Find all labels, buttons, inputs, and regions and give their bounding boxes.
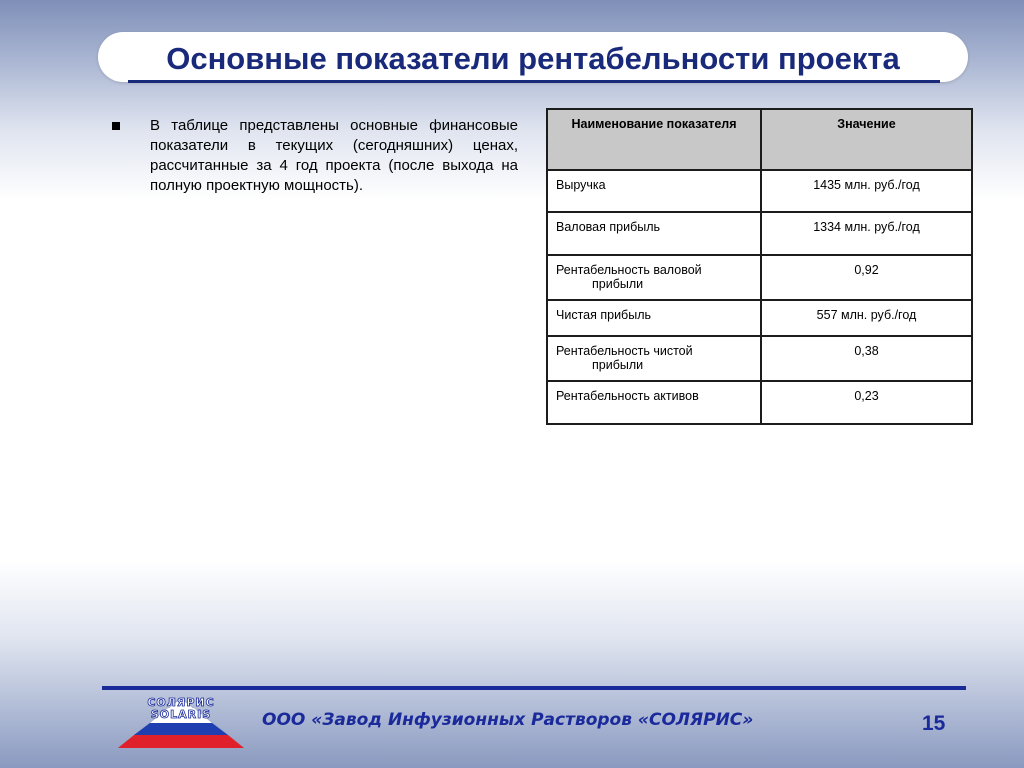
row-value: 1334 млн. руб./год bbox=[761, 212, 972, 255]
table-row bbox=[547, 255, 972, 300]
row-name-line1: Рентабельность чистой bbox=[556, 344, 693, 358]
page-number: 15 bbox=[922, 712, 946, 735]
row-value: 1435 млн. руб./год bbox=[761, 170, 972, 212]
table-row bbox=[547, 300, 972, 336]
row-name bbox=[547, 381, 761, 424]
row-value: 557 млн. руб./год bbox=[761, 300, 972, 336]
table-row bbox=[547, 212, 972, 255]
row-value: 0,23 bbox=[761, 381, 972, 424]
row-name-line1: Чистая прибыль bbox=[556, 308, 651, 322]
row-name bbox=[547, 212, 761, 255]
logo-text-top: СОЛЯРИС bbox=[147, 696, 215, 709]
footer-divider bbox=[102, 686, 966, 690]
row-name-line1: Валовая прибыль bbox=[556, 220, 661, 234]
row-name-line1: Рентабельность валовой bbox=[556, 263, 702, 277]
table-row bbox=[547, 336, 972, 381]
table-header-row bbox=[547, 109, 972, 170]
footer-company: ООО «Завод Инфузионных Растворов «СОЛЯРИС» bbox=[262, 710, 754, 730]
bullet-block bbox=[112, 116, 522, 196]
header-name: Наименование показателя bbox=[547, 109, 761, 170]
row-name bbox=[547, 336, 761, 381]
square-bullet-icon bbox=[112, 122, 120, 130]
solaris-logo-icon bbox=[116, 694, 246, 750]
header-value: Значение bbox=[761, 109, 972, 170]
row-value: 0,92 bbox=[761, 255, 972, 300]
table-row bbox=[547, 381, 972, 424]
slide-title: Основные показатели рентабельности проекта bbox=[166, 41, 900, 76]
title-bar bbox=[98, 32, 968, 82]
metrics-table bbox=[546, 108, 973, 425]
row-name bbox=[547, 300, 761, 336]
row-name bbox=[547, 170, 761, 212]
title-underline bbox=[128, 80, 940, 83]
row-name bbox=[547, 255, 761, 300]
table-row bbox=[547, 170, 972, 212]
row-name-line1: Выручка bbox=[556, 178, 606, 192]
row-name-line2: прибыли bbox=[592, 358, 644, 372]
row-name-line1: Рентабельность активов bbox=[556, 389, 699, 403]
row-value: 0,38 bbox=[761, 336, 972, 381]
logo-text-bottom: SOLARIS bbox=[150, 708, 212, 721]
bullet-text: В таблице представлены основные финансовые показатели в текущих (сегодняшних) ценах, рассчитанные за 4 год проекта (после выхода на полную проектную мощность). bbox=[150, 117, 518, 194]
row-name-line2: прибыли bbox=[592, 277, 644, 291]
